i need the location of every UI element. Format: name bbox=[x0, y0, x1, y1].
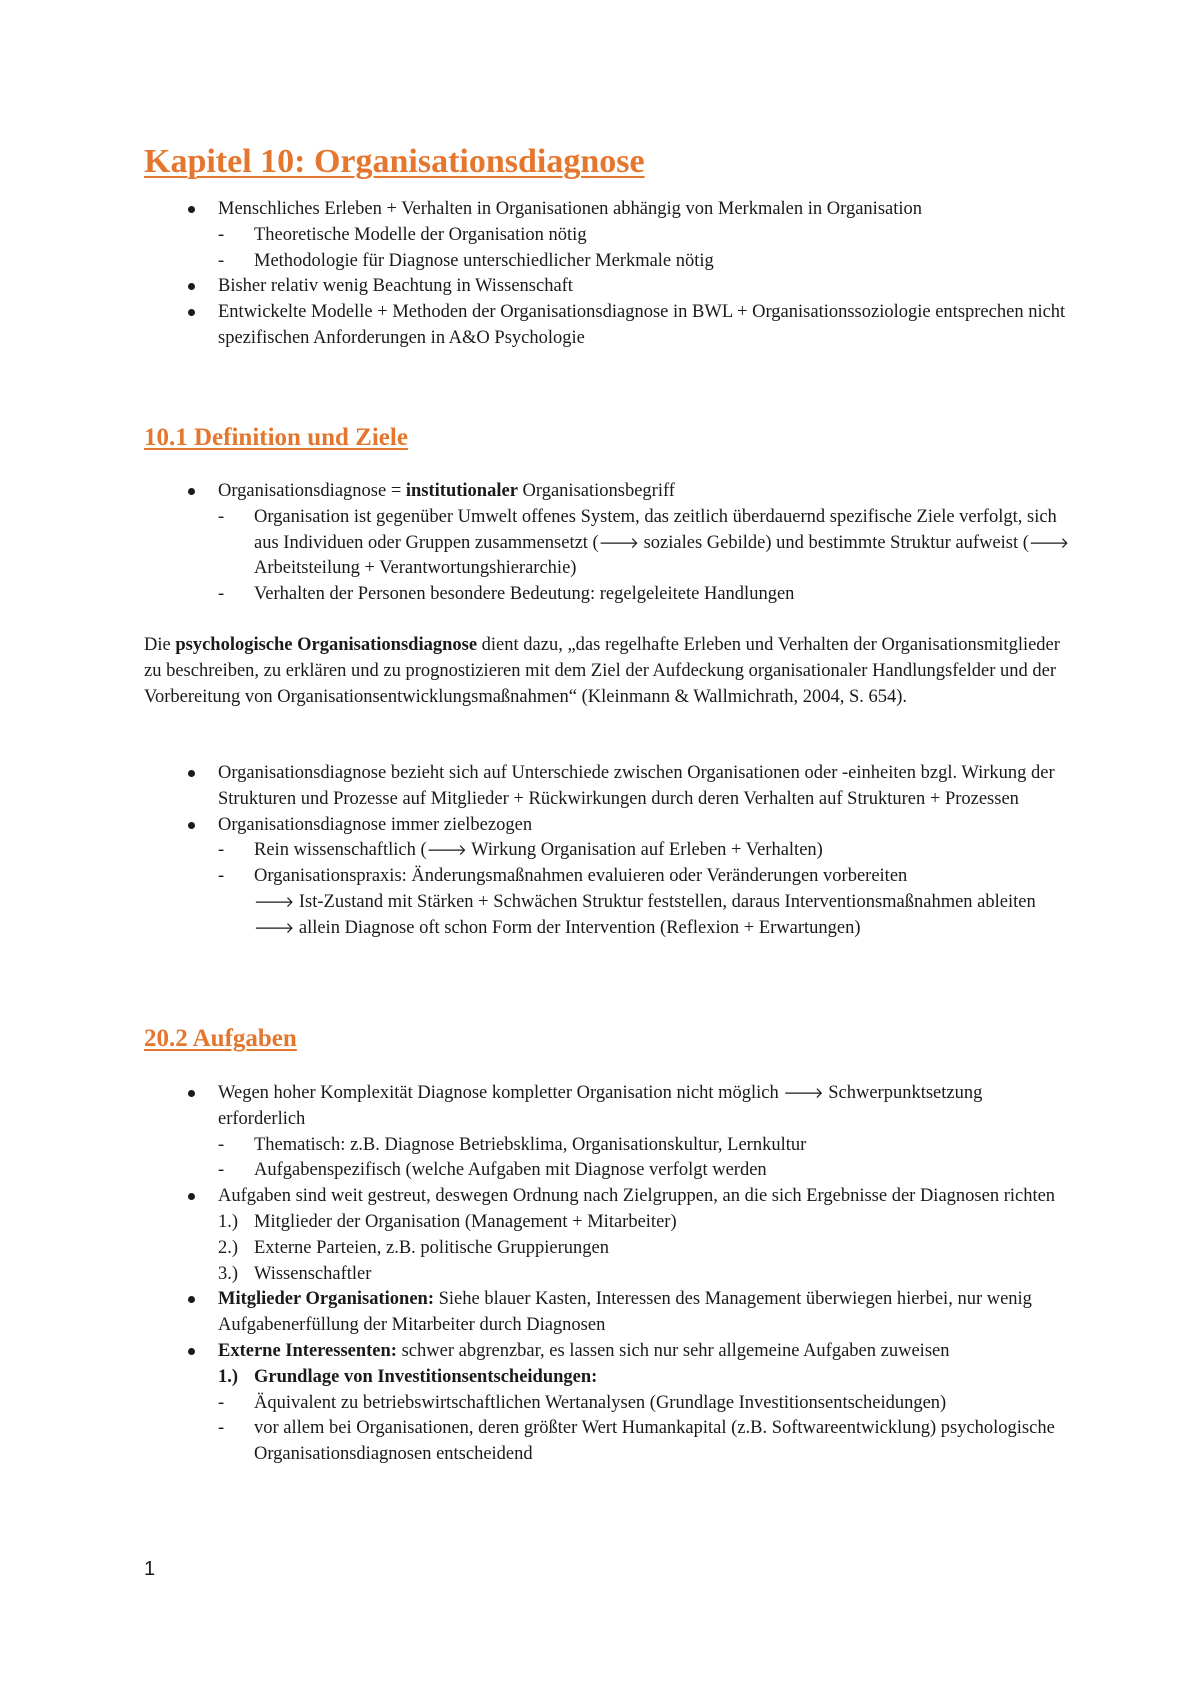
number-marker: 1.) bbox=[218, 1366, 239, 1387]
sub-item-text: Verhalten der Personen besondere Bedeutung: regelgeleitete Handlungen bbox=[254, 584, 795, 605]
sub-item-text: Organisationspraxis: Änderungsmaßnahmen evaluieren oder Veränderungen vorbereiten bbox=[254, 866, 908, 887]
sub-item-text: Wirkung Organisation auf Erleben + Verhalten) bbox=[466, 840, 823, 861]
numbered-item bbox=[144, 1210, 1074, 1236]
sub-item-text: allein Diagnose oft schon Form der Intervention (Reflexion + Erwartungen) bbox=[294, 917, 861, 938]
sub-list-item bbox=[144, 249, 1074, 275]
number-marker: 3.) bbox=[218, 1263, 239, 1284]
dash-marker: - bbox=[218, 840, 225, 861]
sub-list-item bbox=[144, 864, 1074, 941]
sub-item-text: Arbeitsteilung + Verantwortungshierarchie) bbox=[254, 558, 577, 579]
sub-list-item bbox=[144, 1416, 1074, 1468]
sub-list-item bbox=[144, 1133, 1074, 1159]
sub-item-text: Ist-Zustand mit Stärken + Schwächen Struktur feststellen, daraus Interventionsmaßnahmen ableiten bbox=[294, 891, 1036, 912]
numbered-item-text: Wissenschaftler bbox=[254, 1263, 372, 1284]
list-item-text: Menschliches Erleben + Verhalten in Organisationen abhängig von Merkmalen in Organisation bbox=[218, 199, 923, 219]
list-item-text: Bisher relativ wenig Beachtung in Wissenschaft bbox=[218, 276, 573, 297]
arrow-right-icon: 🡒 bbox=[783, 1084, 824, 1102]
dash-marker: - bbox=[218, 1418, 225, 1439]
list-item-text: schwer abgrenzbar, es lassen sich nur sehr allgemeine Aufgaben zuweisen bbox=[396, 1340, 950, 1361]
arrow-right-icon: 🡒 bbox=[254, 918, 295, 937]
chapter-title: Kapitel 10: Organisationsdiagnose bbox=[144, 143, 645, 180]
arrow-right-icon: 🡒 bbox=[1028, 533, 1070, 552]
intro-list bbox=[144, 197, 1074, 352]
sub-list-item bbox=[144, 223, 1074, 249]
numbered-item-text: Mitglieder der Organisation (Management + Mitarbeiter) bbox=[254, 1211, 677, 1232]
goals-list bbox=[144, 761, 1074, 942]
dash-marker: - bbox=[218, 1160, 225, 1181]
sub-item-text: vor allem bei Organisationen, deren größter Wert Humankapital (z.B. Softwareentwicklung) psychologische Organisationsdiagnosen entscheidend bbox=[254, 1418, 1055, 1465]
sub-item-text: Organisation ist gegenüber Umwelt offenes System, das zeitlich überdauernd spezifische Ziele verfolgt, sich aus Individuen oder Gruppen zusammensetzt ( bbox=[254, 506, 1057, 553]
number-marker: 1.) bbox=[218, 1211, 239, 1232]
sub-item-text: Aufgabenspezifisch (welche Aufgaben mit Diagnose verfolgt werden bbox=[254, 1160, 767, 1181]
list-item-text: Wegen hoher Komplexität Diagnose kompletter Organisation nicht möglich bbox=[218, 1083, 784, 1103]
sub-item-text: Theoretische Modelle der Organisation nötig bbox=[254, 224, 587, 245]
arrow-right-icon: 🡒 bbox=[254, 892, 295, 911]
definition-paragraph bbox=[144, 633, 1074, 710]
list-item-text: Organisationsdiagnose bezieht sich auf Unterschiede zwischen Organisationen oder -einheiten bzgl. Wirkung der Strukturen und Prozesse auf Mitglieder + Rückwirkungen durch deren Verhalten auf Strukturen + Prozessen bbox=[218, 763, 1055, 809]
bullet-icon bbox=[188, 1348, 195, 1355]
sub-item-text: Rein wissenschaftlich ( bbox=[254, 840, 427, 861]
paragraph-text: dient dazu, „das regelhafte Erleben und Verhalten der Organisationsmitglieder zu beschreiben, zu erklären und zu prognostizieren mit dem Ziel der Aufdeckung organisationaler Handlungsfelder und der Vorbereitung von Organisationsentwicklungsmaßnahmen“ (Kleinmann & Wallmichrath, 2004, S. 654). bbox=[144, 635, 1060, 707]
bullet-icon bbox=[188, 283, 195, 290]
numbered-item bbox=[144, 1365, 1074, 1391]
sub-item-text: Äquivalent zu betriebswirtschaftlichen Wertanalysen (Grundlage Investitionsentscheidungen) bbox=[254, 1392, 947, 1413]
definition-list bbox=[144, 479, 1074, 608]
page-number: 1 bbox=[144, 1558, 156, 1580]
section-heading-definition: 10.1 Definition und Ziele bbox=[144, 424, 408, 451]
list-item-text: Organisationsbegriff bbox=[517, 481, 675, 501]
section-heading-tasks: 20.2 Aufgaben bbox=[144, 1025, 297, 1052]
list-item bbox=[144, 479, 1074, 505]
bullet-icon bbox=[188, 309, 195, 316]
dash-marker: - bbox=[218, 584, 225, 605]
list-item-text: Schwerpunktsetzung erforderlich bbox=[218, 1083, 983, 1129]
bullet-icon bbox=[188, 1193, 195, 1200]
sub-list-item bbox=[144, 582, 1074, 608]
sub-list-item bbox=[144, 505, 1074, 582]
list-item bbox=[144, 813, 1074, 839]
list-item bbox=[144, 761, 1074, 813]
numbered-item bbox=[144, 1262, 1074, 1288]
list-item bbox=[144, 1081, 1074, 1133]
dash-marker: - bbox=[218, 866, 225, 887]
bullet-icon bbox=[188, 1090, 195, 1097]
sub-list-item bbox=[144, 838, 1074, 864]
bold-term: institutionaler bbox=[405, 481, 518, 501]
list-item-text: Organisationsdiagnose = bbox=[218, 481, 406, 501]
numbered-item-text: Externe Parteien, z.B. politische Gruppierungen bbox=[254, 1237, 609, 1258]
arrow-right-icon: 🡒 bbox=[598, 533, 639, 552]
numbered-item-text: Grundlage von Investitionsentscheidungen: bbox=[254, 1366, 598, 1387]
number-marker: 2.) bbox=[218, 1237, 239, 1258]
list-item bbox=[144, 274, 1074, 300]
dash-marker: - bbox=[218, 250, 225, 271]
bold-term: psychologische Organisationsdiagnose bbox=[175, 635, 478, 655]
bullet-icon bbox=[188, 770, 195, 777]
list-item bbox=[144, 1339, 1074, 1365]
list-item-text: Aufgaben sind weit gestreut, deswegen Ordnung nach Zielgruppen, an die sich Ergebnisse der Diagnosen richten bbox=[218, 1186, 1056, 1207]
list-item bbox=[144, 1287, 1074, 1339]
list-item-text: Organisationsdiagnose immer zielbezogen bbox=[218, 814, 533, 835]
list-item bbox=[144, 1184, 1074, 1210]
sub-list-item bbox=[144, 1391, 1074, 1417]
arrow-right-icon: 🡒 bbox=[426, 841, 467, 860]
list-item bbox=[144, 197, 1074, 223]
bullet-icon bbox=[188, 488, 195, 495]
dash-marker: - bbox=[218, 224, 225, 245]
bullet-icon bbox=[188, 206, 195, 213]
bold-term: Externe Interessenten: bbox=[218, 1340, 397, 1361]
paragraph-text: Die bbox=[144, 635, 176, 655]
bold-term: Mitglieder Organisationen: bbox=[218, 1289, 434, 1310]
dash-marker: - bbox=[218, 1392, 225, 1413]
list-item-text: Siehe blauer Kasten, Interessen des Management überwiegen hierbei, nur wenig Aufgabenerfüllung der Mitarbeiter durch Diagnosen bbox=[218, 1289, 1032, 1336]
tasks-list bbox=[144, 1081, 1074, 1468]
bullet-icon bbox=[188, 1296, 195, 1303]
list-item-text: Entwickelte Modelle + Methoden der Organisationsdiagnose in BWL + Organisationssoziologie entsprechen nicht spezifischen Anforderungen in A&O Psychologie bbox=[218, 302, 1066, 348]
list-item bbox=[144, 300, 1074, 352]
numbered-item bbox=[144, 1236, 1074, 1262]
sub-item-text: Methodologie für Diagnose unterschiedlicher Merkmale nötig bbox=[254, 250, 714, 271]
dash-marker: - bbox=[218, 506, 225, 527]
sub-item-text: Thematisch: z.B. Diagnose Betriebsklima, Organisationskultur, Lernkultur bbox=[254, 1134, 807, 1155]
sub-item-text: soziales Gebilde) und bestimmte Struktur aufweist ( bbox=[638, 532, 1029, 553]
bullet-icon bbox=[188, 822, 195, 829]
dash-marker: - bbox=[218, 1134, 225, 1155]
sub-list-item bbox=[144, 1158, 1074, 1184]
